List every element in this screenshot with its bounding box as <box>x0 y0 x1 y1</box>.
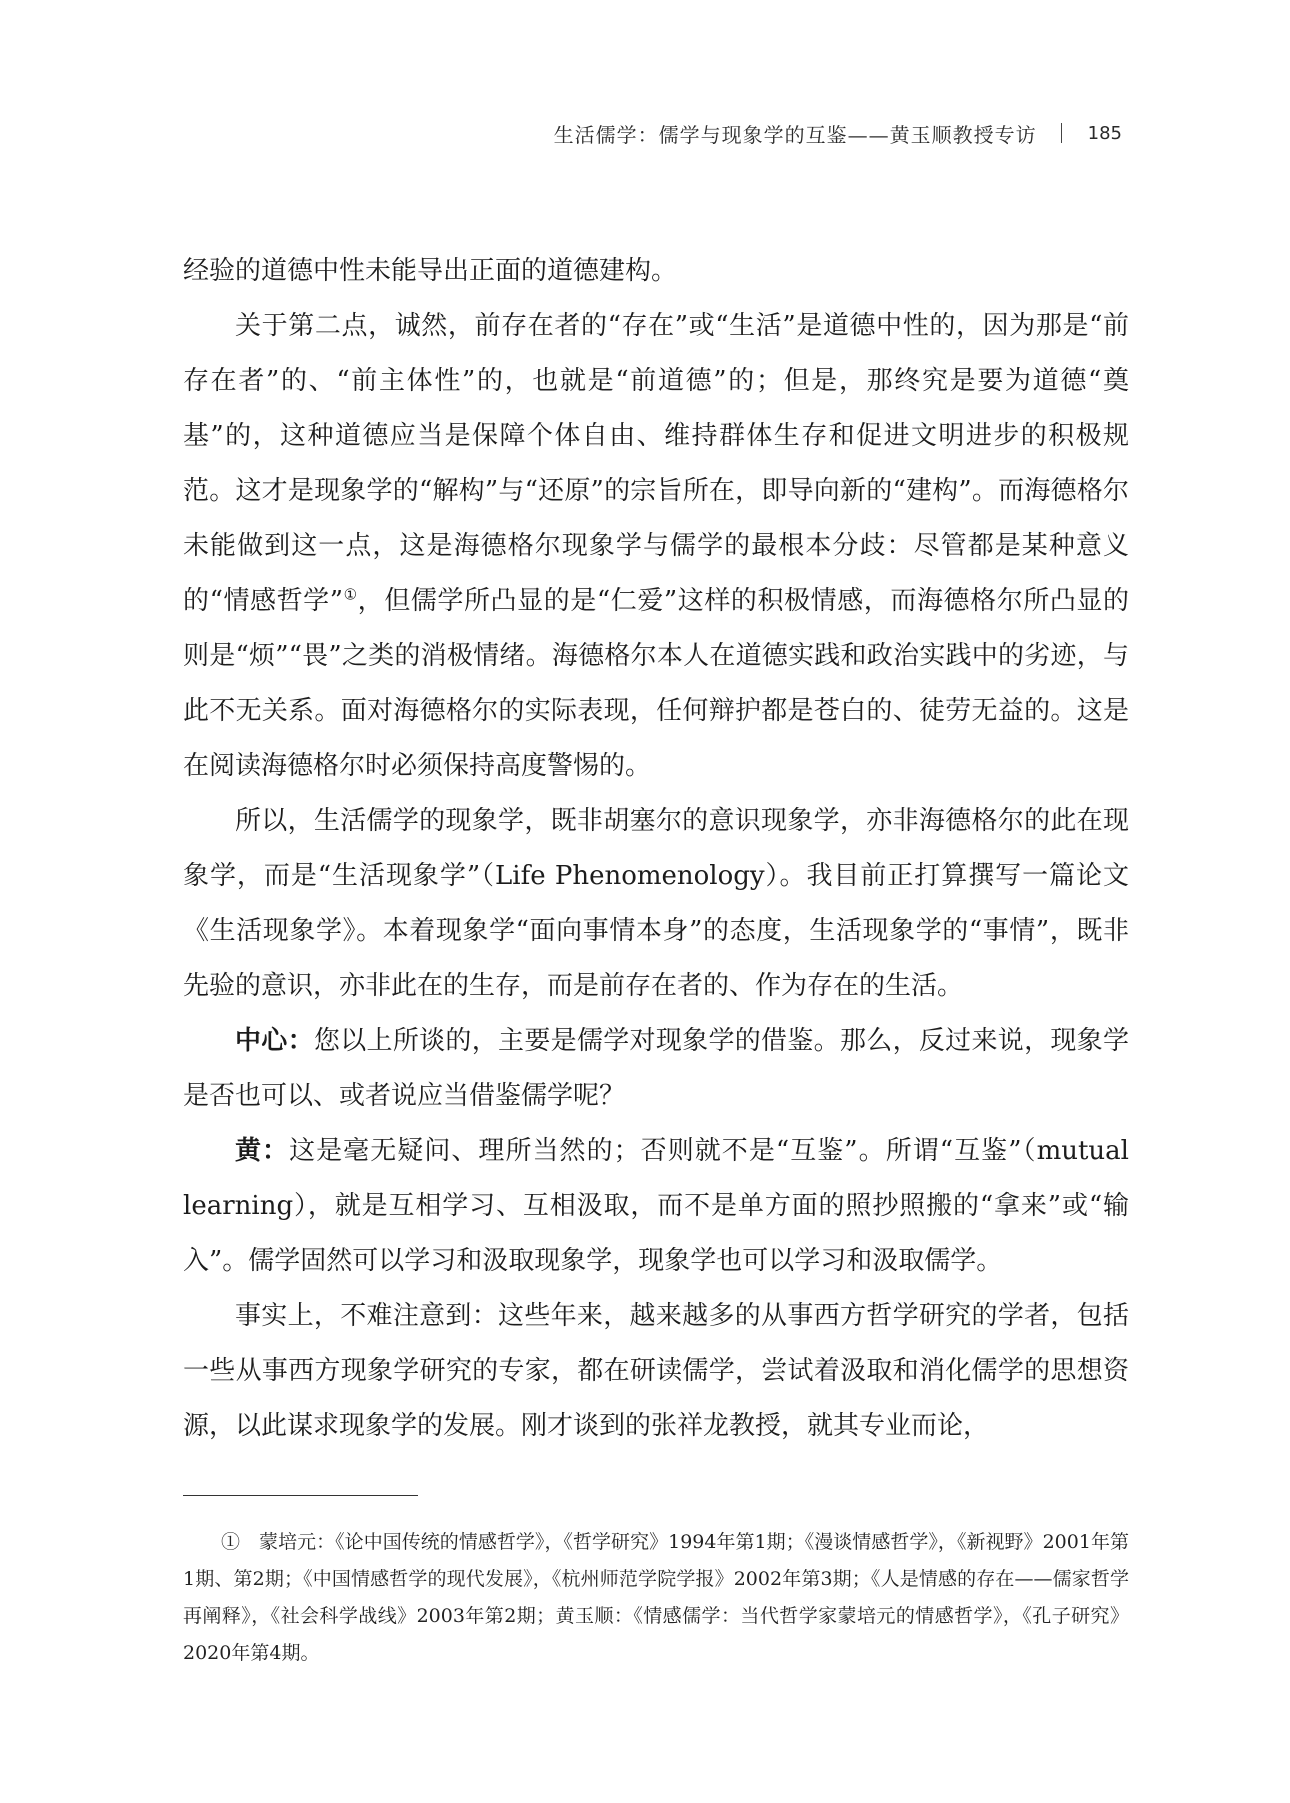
running-header <box>510 118 1122 148</box>
speaker-label: 黄： <box>235 1136 290 1166</box>
footnote-divider <box>183 1495 418 1496</box>
footnote-1 <box>183 1524 1129 1672</box>
header-divider <box>1061 123 1062 143</box>
footnote-text: ① 蒙培元：《论中国传统的情感哲学》，《哲学研究》1994年第1期；《漫谈情感哲学》，《新视野》2001年第1期、第2期；《中国情感哲学的现代发展》，《杭州师范学院学报》2002年第3期；《人是情感的存在——儒家哲学再阐释》，《社会科学战线》2003年第2期；黄玉顺：《情感儒学：当代哲学家蒙培元的情感哲学》，《孔子研究》2020年第4期。 <box>183 1531 1129 1664</box>
page-number: 185 <box>1087 122 1122 144</box>
paragraph-text: 您以上所谈的，主要是儒学对现象学的借鉴。那么，反过来说，现象学是否也可以、或者说应当借鉴儒学呢？ <box>183 1026 1129 1111</box>
body-text <box>183 244 1129 1454</box>
paragraph-3 <box>183 794 1129 1014</box>
paragraph-text: 这是毫无疑问、理所当然的；否则就不是“互鉴”。所谓“互鉴”（mutual learning），就是互相学习、互相汲取，而不是单方面的照抄照搬的“拿来”或“输入”。儒学固然可以学习和汲取现象学，现象学也可以学习和汲取儒学。 <box>183 1136 1129 1276</box>
running-header-title: 生活儒学：儒学与现象学的互鉴——黄玉顺教授专访 <box>553 122 1037 147</box>
paragraph-text: 关于第二点，诚然，前存在者的“存在”或“生活”是道德中性的，因为那是“前存在者”的、“前主体性”的，也就是“前道德”的；但是，那终究是要为道德“奠基”的，这种道德应当是保障个体自由、维持群体生存和促进文明进步的积极规范。这才是现象学的“解构”与“还原”的宗旨所在，即导向新的“建构”。而海德格尔未能做到这一点，这是海德格尔现象学与儒学的最根本分歧：尽管都是某种意义的“情感哲学” <box>183 311 1129 616</box>
paragraph-text-continued: ，但儒学所凸显的是“仁爱”这样的积极情感，而海德格尔所凸显的则是“烦”“畏”之类的消极情绪。海德格尔本人在道德实践和政治实践中的劣迹，与此不无关系。面对海德格尔的实际表现，任何辩护都是苍白的、徒劳无益的。这是在阅读海德格尔时必须保持高度警惕的。 <box>183 586 1129 781</box>
paragraph-text: 事实上，不难注意到：这些年来，越来越多的从事西方哲学研究的学者，包括一些从事西方现象学研究的专家，都在研读儒学，尝试着汲取和消化儒学的思想资源，以此谋求现象学的发展。刚才谈到的张祥龙教授，就其专业而论， <box>183 1301 1129 1441</box>
paragraph-text: 经验的道德中性未能导出正面的道德建构。 <box>183 256 678 286</box>
paragraph-6 <box>183 1289 1129 1454</box>
paragraph-1 <box>183 244 1129 299</box>
speaker-label: 中心： <box>235 1026 314 1056</box>
footnotes <box>183 1524 1129 1672</box>
paragraph-5 <box>183 1124 1129 1289</box>
paragraph-text: 所以，生活儒学的现象学，既非胡塞尔的意识现象学，亦非海德格尔的此在现象学，而是“生活现象学”（Life Phenomenology）。我目前正打算撰写一篇论文《生活现象学》。本着现象学“面向事情本身”的态度，生活现象学的“事情”，既非先验的意识，亦非此在的生存，而是前存在者的、作为存在的生活。 <box>183 806 1129 1001</box>
footnote-ref[interactable]: ① <box>343 585 358 604</box>
paragraph-2 <box>183 299 1129 794</box>
paragraph-4 <box>183 1014 1129 1124</box>
